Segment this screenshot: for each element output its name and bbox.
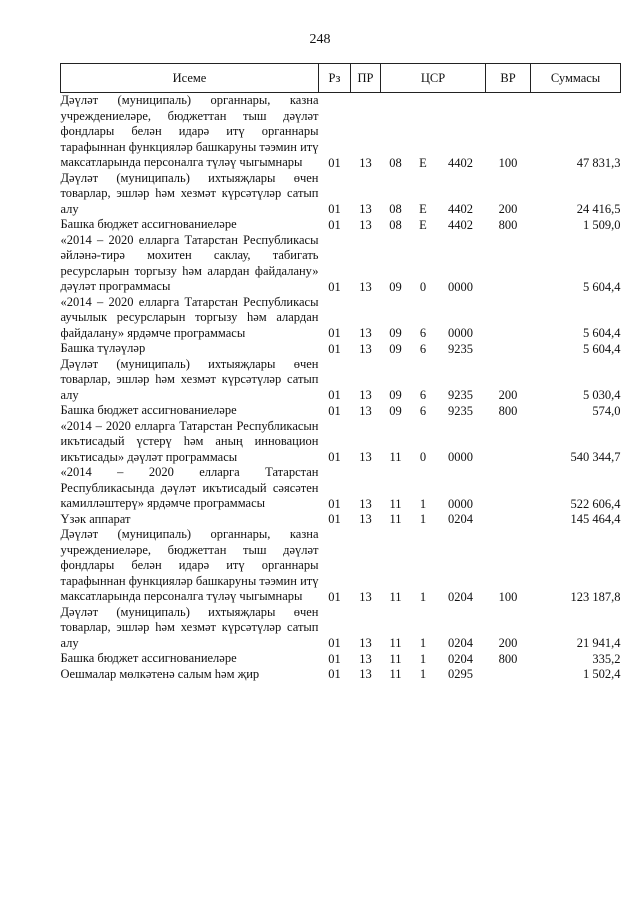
row-csr-subprogram: Е (419, 217, 427, 232)
header-row (61, 64, 621, 93)
row-sum: 5 604,4 (583, 341, 621, 356)
row-pr: 13 (359, 155, 372, 170)
row-vr: 200 (498, 202, 518, 216)
row-csr-program: 11 (389, 450, 402, 464)
row-csr-direction: 0204 (448, 636, 473, 650)
row-vr: 800 (498, 651, 518, 666)
row-csr-program: 09 (389, 403, 402, 418)
row-pr: 13 (359, 326, 372, 340)
row-csr-subprogram: 6 (419, 326, 427, 340)
row-rz: 01 (328, 155, 341, 170)
row-csr-program: 11 (389, 636, 402, 650)
row-vr (486, 667, 531, 683)
page-number: 248 (309, 32, 331, 47)
row-rz: 01 (328, 403, 341, 418)
row-csr-program: 11 (389, 589, 402, 604)
row-pr: 13 (359, 202, 372, 216)
row-csr-program: 09 (389, 279, 402, 294)
row-csr-direction: 4402 (448, 155, 473, 170)
row-rz: 01 (328, 450, 341, 464)
row-sum: 574,0 (592, 403, 621, 418)
row-name: Дәүләт (муниципаль) ихтыяҗлары өчен товарлар, эшләр һәм хезмәт күрсәтүләр сатып алу (60, 170, 319, 216)
row-csr-subprogram: 6 (419, 403, 427, 418)
row-name: Башка бюджет ассигнованиеләре (60, 217, 237, 231)
row-csr-direction: 4402 (448, 217, 473, 232)
row-name: «2014 – 2020 елларга Татарстан Республикасы аучылык ресурсларын торгызу һәм алардан файдалану» ярдәмче программасы (60, 294, 319, 340)
row-rz: 01 (328, 202, 341, 216)
row-vr: 800 (498, 217, 518, 232)
row-pr: 13 (359, 341, 372, 356)
row-rz: 01 (328, 279, 341, 294)
table-row (61, 651, 621, 667)
row-csr-program: 08 (389, 202, 402, 216)
header-sum: Суммасы (531, 64, 621, 93)
row-rz: 01 (328, 326, 341, 340)
row-csr-subprogram: 1 (419, 589, 427, 604)
row-rz: 01 (328, 341, 341, 356)
row-csr-program: 11 (389, 496, 402, 511)
row-rz: 01 (328, 651, 341, 666)
header-pr: ПР (351, 64, 381, 93)
row-pr: 13 (359, 636, 372, 650)
row-pr: 13 (359, 450, 372, 464)
row-rz: 01 (328, 636, 341, 650)
row-csr-direction: 0000 (448, 279, 473, 294)
table-row (61, 93, 621, 171)
row-vr: 100 (498, 155, 518, 170)
row-sum: 1 502,4 (583, 667, 621, 681)
row-sum: 47 831,3 (576, 155, 621, 170)
row-pr: 13 (359, 388, 372, 402)
row-rz: 01 (328, 512, 341, 526)
table-row (61, 217, 621, 233)
row-csr-subprogram: 1 (419, 496, 427, 511)
row-name: Башка түләүләр (60, 341, 146, 355)
row-name: Башка бюджет ассигнованиеләре (60, 651, 237, 665)
row-csr-direction: 4402 (448, 202, 473, 216)
row-vr: 200 (498, 636, 518, 650)
row-vr (486, 465, 531, 512)
row-sum: 21 941,4 (576, 636, 621, 650)
row-csr-program: 11 (389, 512, 402, 526)
row-rz: 01 (328, 589, 341, 604)
row-vr: 100 (498, 589, 518, 604)
row-name: Дәүләт (муниципаль) ихтыяҗлары өчен товарлар, эшләр һәм хезмәт күрсәтүләр сатып алу (60, 604, 319, 650)
row-csr-program: 09 (389, 326, 402, 340)
row-vr (486, 295, 531, 342)
row-pr: 13 (359, 496, 372, 511)
row-csr-program: 08 (389, 217, 402, 232)
table-row (61, 527, 621, 605)
row-pr: 13 (359, 512, 372, 526)
row-sum: 522 606,4 (570, 496, 621, 511)
row-rz: 01 (328, 217, 341, 232)
row-sum: 335,2 (592, 651, 621, 666)
row-csr-direction: 9235 (448, 341, 473, 356)
row-csr-direction: 9235 (448, 388, 473, 402)
table-row (61, 403, 621, 419)
row-csr-program: 11 (389, 651, 402, 666)
row-name: Үзәк аппарат (60, 511, 131, 526)
row-rz: 01 (328, 496, 341, 511)
row-csr-subprogram: 6 (419, 388, 427, 402)
row-rz: 01 (328, 667, 341, 681)
table-row (61, 465, 621, 512)
row-csr-direction: 0204 (448, 651, 473, 666)
row-name: Дәүләт (муниципаль) органнары, казна учреждениеләре, бюджеттан тыш дәүләт фондлары белән идарә итү органнары тарафыннан функцияләр башкаруны тәэмин итү максатларында персоналга түләү чыгымнары (60, 93, 319, 169)
row-csr-program: 08 (389, 155, 402, 170)
row-name: Башка бюджет ассигнованиеләре (60, 403, 237, 417)
header-csr: ЦСР (381, 64, 486, 93)
row-pr: 13 (359, 667, 372, 681)
table-row (61, 295, 621, 342)
row-sum: 5 604,4 (583, 326, 621, 340)
table-row (61, 341, 621, 357)
header-vr: ВР (486, 64, 531, 93)
row-csr-subprogram: 1 (419, 651, 427, 666)
table-row (61, 667, 621, 683)
row-csr-subprogram: 1 (419, 512, 427, 526)
row-csr-direction: 0000 (448, 450, 473, 464)
table-row (61, 357, 621, 404)
row-name: Дәүләт (муниципаль) ихтыяҗлары өчен товарлар, эшләр һәм хезмәт күрсәтүләр сатып алу (60, 356, 319, 402)
budget-table (60, 63, 621, 682)
row-sum: 5 030,4 (583, 388, 621, 402)
row-sum: 24 416,5 (576, 202, 621, 216)
header-rz: Рз (319, 64, 351, 93)
table-row (61, 419, 621, 466)
row-pr: 13 (359, 651, 372, 666)
row-csr-subprogram: 1 (419, 636, 427, 650)
header-name: Исеме (61, 64, 319, 93)
row-csr-direction: 0000 (448, 326, 473, 340)
row-csr-program: 09 (389, 341, 402, 356)
row-csr-subprogram: Е (419, 155, 427, 170)
row-sum: 123 187,8 (570, 589, 621, 604)
row-csr-direction: 0204 (448, 589, 473, 604)
row-vr: 200 (498, 388, 518, 402)
row-pr: 13 (359, 403, 372, 418)
row-pr: 13 (359, 279, 372, 294)
table-row (61, 233, 621, 295)
row-name: Оешмалар мөлкәтенә салым һәм җир (60, 666, 260, 681)
row-csr-program: 09 (389, 388, 402, 402)
row-name: «2014 – 2020 елларга Татарстан Республикасында дәүләт икътисадый сәясәтен камилләштерү» ярдәмче программасы (60, 465, 319, 510)
table-row (61, 512, 621, 528)
row-pr: 13 (359, 589, 372, 604)
row-vr (486, 233, 531, 295)
row-csr-direction: 0000 (448, 496, 473, 511)
row-pr: 13 (359, 217, 372, 232)
row-csr-subprogram: Е (419, 202, 427, 216)
row-csr-subprogram: 0 (419, 450, 427, 464)
row-sum: 540 344,7 (570, 450, 621, 464)
row-csr-subprogram: 1 (419, 667, 427, 681)
row-name: Дәүләт (муниципаль) органнары, казна учреждениеләре, бюджеттан тыш дәүләт фондлары белән идарә итү органнары тарафыннан функцияләр башкаруны тәэмин итү максатларында персоналга түләү чыгымнары (60, 527, 319, 603)
row-sum: 145 464,4 (570, 512, 621, 526)
row-rz: 01 (328, 388, 341, 402)
row-vr (486, 512, 531, 528)
row-csr-subprogram: 6 (419, 341, 427, 356)
row-vr: 800 (498, 403, 518, 418)
row-name: «2014 – 2020 елларга Татарстан Республикасын икътисадый үстерү һәм аның инновацион икътисады» дәүләт программасы (60, 418, 319, 464)
table-row (61, 605, 621, 652)
row-sum: 5 604,4 (583, 279, 621, 294)
row-csr-direction: 0295 (448, 667, 473, 681)
row-vr (486, 419, 531, 466)
row-name: «2014 – 2020 елларга Татарстан Республикасы әйләнә-тирә мохитен саклау, табигать ресурсларын торгызу һәм алардан файдалану» дәүләт программасы (60, 232, 319, 293)
row-sum: 1 509,0 (583, 217, 621, 232)
row-csr-direction: 0204 (448, 512, 473, 526)
row-vr (486, 341, 531, 357)
table-row (61, 171, 621, 218)
row-csr-subprogram: 0 (419, 279, 427, 294)
row-csr-program: 11 (389, 667, 402, 681)
row-csr-direction: 9235 (448, 403, 473, 418)
